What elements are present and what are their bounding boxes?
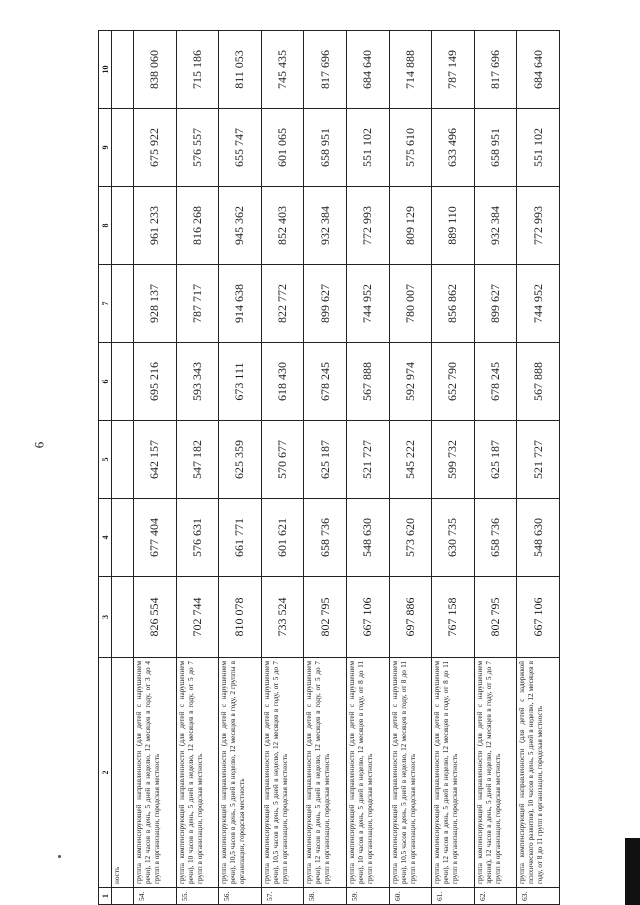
cost-value-col-6: 567 888 [517, 343, 560, 421]
cost-value-col-4: 601 621 [261, 499, 304, 577]
rotated-table-container [98, 31, 558, 905]
row-number: 61. [432, 888, 475, 905]
row-number: 60. [389, 888, 432, 905]
column-number-1: 1 [99, 888, 112, 905]
cost-value-col-7: 744 952 [346, 265, 389, 343]
cost-value-col-9: 551 102 [346, 109, 389, 187]
cost-value-col-6: 695 216 [134, 343, 177, 421]
cost-value-col-10: 817 696 [304, 31, 347, 109]
cost-value-col-8: 961 233 [134, 187, 177, 265]
page-number: 6 [31, 441, 47, 449]
table-row [517, 31, 560, 905]
cost-value-col-6: 652 790 [432, 343, 475, 421]
row-number: 62. [474, 888, 517, 905]
cost-value-col-4: 548 630 [346, 499, 389, 577]
cost-value-col-7: 899 627 [304, 265, 347, 343]
cost-value-col-7: 928 137 [134, 265, 177, 343]
row-number: 59. [346, 888, 389, 905]
table-row [432, 31, 475, 905]
cost-value-col-5: 545 222 [389, 421, 432, 499]
column-number-10: 10 [99, 31, 112, 109]
continuation-row [112, 31, 134, 905]
cost-value-col-5: 642 157 [134, 421, 177, 499]
cost-value-col-9: 576 557 [176, 109, 219, 187]
cost-value-col-6: 592 974 [389, 343, 432, 421]
cost-value-col-8: 889 110 [432, 187, 475, 265]
cost-value-col-3: 802 795 [474, 577, 517, 658]
cost-value-col-3: 810 078 [219, 577, 262, 658]
cost-value-col-4: 576 631 [176, 499, 219, 577]
cost-value-col-9: 675 922 [134, 109, 177, 187]
continuation-text: ность [112, 658, 134, 888]
column-number-7: 7 [99, 265, 112, 343]
cost-value-col-3: 733 524 [261, 577, 304, 658]
cost-value-col-6: 593 343 [176, 343, 219, 421]
column-number-8: 8 [99, 187, 112, 265]
row-number: 55. [176, 888, 219, 905]
cost-value-col-7: 780 007 [389, 265, 432, 343]
cost-value-col-8: 809 129 [389, 187, 432, 265]
column-number-3: 3 [99, 577, 112, 658]
cost-value-col-5: 625 187 [474, 421, 517, 499]
cost-value-col-7: 899 627 [474, 265, 517, 343]
cost-value-col-3: 826 554 [134, 577, 177, 658]
cost-value-col-5: 599 732 [432, 421, 475, 499]
row-number: 58. [304, 888, 347, 905]
cost-value-col-3: 667 106 [517, 577, 560, 658]
cost-value-col-3: 767 158 [432, 577, 475, 658]
cost-value-col-6: 567 888 [346, 343, 389, 421]
cost-value-col-3: 702 744 [176, 577, 219, 658]
scan-speck [58, 855, 61, 858]
cost-value-col-10: 811 053 [219, 31, 262, 109]
cost-value-col-7: 914 638 [219, 265, 262, 343]
cost-value-col-10: 714 888 [389, 31, 432, 109]
cost-value-col-4: 548 630 [517, 499, 560, 577]
cost-value-col-5: 547 182 [176, 421, 219, 499]
cost-value-col-4: 573 620 [389, 499, 432, 577]
row-number: 54. [134, 888, 177, 905]
group-description: группа компенсирующей направленности (для детей с нарушением речи), 10 часов в день, 5 дней в неделю, 12 месяцев в году, от 5 до 7 групп в организации, городская местность [176, 658, 219, 888]
column-number-5: 5 [99, 421, 112, 499]
cost-value-col-7: 822 772 [261, 265, 304, 343]
cost-value-col-6: 678 245 [474, 343, 517, 421]
cost-value-col-9: 633 496 [432, 109, 475, 187]
table-body [112, 31, 560, 905]
table-row [219, 31, 262, 905]
group-description: группа компенсирующей направленности (для детей с задержкой психического развития), 10 часов в день, 5 дней в неделю, 12 месяцев в году, от 8 до 11 групп в организации, городская местность [517, 658, 560, 888]
cost-value-col-7: 744 952 [517, 265, 560, 343]
cost-value-col-10: 684 640 [517, 31, 560, 109]
group-description: группа компенсирующей направленности (для детей с нарушением речи), 10,5 часов в день, 5 дней в неделю, 12 месяцев в году, от 8 до 11 групп в организации, городская местность [389, 658, 432, 888]
cost-value-col-6: 673 111 [219, 343, 262, 421]
column-number-row [99, 31, 112, 905]
cost-value-col-8: 932 384 [304, 187, 347, 265]
cost-value-col-5: 625 187 [304, 421, 347, 499]
column-number-2: 2 [99, 658, 112, 888]
column-number-6: 6 [99, 343, 112, 421]
cost-value-col-9: 601 065 [261, 109, 304, 187]
cost-value-col-6: 618 430 [261, 343, 304, 421]
cost-value-col-10: 817 696 [474, 31, 517, 109]
table-row [346, 31, 389, 905]
cost-value-col-10: 838 060 [134, 31, 177, 109]
row-number: 57. [261, 888, 304, 905]
cost-value-col-8: 932 384 [474, 187, 517, 265]
group-description: группа компенсирующей направленности (для детей с нарушением речи), 10 часов в день, 5 дней в неделю, 12 месяцев в году, от 8 до 11 групп в организации, городская местность [346, 658, 389, 888]
cost-value-col-9: 551 102 [517, 109, 560, 187]
scan-margin-mark [625, 838, 640, 905]
table-row [474, 31, 517, 905]
cost-value-col-5: 570 677 [261, 421, 304, 499]
cost-value-col-10: 684 640 [346, 31, 389, 109]
cost-value-col-8: 816 268 [176, 187, 219, 265]
group-description: группа компенсирующей направленности (для детей с нарушением речи), 12 часов в день, 5 дней в неделю, 12 месяцев в году, от 3 до 4 групп в организации, городская местность [134, 658, 177, 888]
cost-value-col-10: 745 435 [261, 31, 304, 109]
cost-value-col-3: 802 795 [304, 577, 347, 658]
cost-value-col-7: 787 717 [176, 265, 219, 343]
table-row [176, 31, 219, 905]
tariff-table [98, 30, 560, 905]
cost-value-col-8: 852 403 [261, 187, 304, 265]
column-number-9: 9 [99, 109, 112, 187]
continuation-number-cell [112, 888, 134, 905]
cost-value-col-4: 677 404 [134, 499, 177, 577]
cost-value-col-8: 772 993 [346, 187, 389, 265]
cost-value-col-5: 521 727 [346, 421, 389, 499]
cost-value-col-10: 787 149 [432, 31, 475, 109]
column-number-4: 4 [99, 499, 112, 577]
cost-value-col-4: 658 736 [304, 499, 347, 577]
cost-value-col-7: 856 862 [432, 265, 475, 343]
cost-value-col-3: 667 106 [346, 577, 389, 658]
cost-value-col-5: 521 727 [517, 421, 560, 499]
group-description: группа компенсирующей направленности (для детей с нарушением речи), 10,5 часов в день, 5 дней в неделю, 12 месяцев в году, от 5 до 7 групп в организации, городская местность [261, 658, 304, 888]
table-row [134, 31, 177, 905]
cost-value-col-8: 945 362 [219, 187, 262, 265]
table-row [304, 31, 347, 905]
cost-value-col-3: 697 886 [389, 577, 432, 658]
cost-value-col-9: 655 747 [219, 109, 262, 187]
table-row [389, 31, 432, 905]
group-description: группа компенсирующей направленности (для детей с нарушением речи), 12 часов в день, 5 дней в неделю, 12 месяцев в году, от 5 до 7 групп в организации, городская местность [304, 658, 347, 888]
group-description: группа компенсирующей направленности (для детей с нарушением речи), 10,5 часов в день, 5 дней в неделю, 12 месяцев в году, 2 группы в организации, городская местность [219, 658, 262, 888]
table-row [261, 31, 304, 905]
cost-value-col-9: 658 951 [304, 109, 347, 187]
group-description: группа компенсирующей направленности (для детей с нарушением речи), 12 часов в день, 5 дней в неделю, 12 месяцев в году, от 8 до 11 групп в организации, городская местность [432, 658, 475, 888]
cost-value-col-4: 630 735 [432, 499, 475, 577]
cost-value-col-6: 678 245 [304, 343, 347, 421]
row-number: 56. [219, 888, 262, 905]
cost-value-col-9: 575 610 [389, 109, 432, 187]
cost-value-col-5: 625 359 [219, 421, 262, 499]
group-description: группа компенсирующей направленности (для детей с нарушением зрения), 12 часов в день, 5 дней в неделю, 12 месяцев в году, от 5 до 7 групп в организации, городская местность [474, 658, 517, 888]
cost-value-col-9: 658 951 [474, 109, 517, 187]
cost-value-col-4: 658 736 [474, 499, 517, 577]
cost-value-col-4: 661 771 [219, 499, 262, 577]
cost-value-col-8: 772 993 [517, 187, 560, 265]
row-number: 63. [517, 888, 560, 905]
cost-value-col-10: 715 186 [176, 31, 219, 109]
